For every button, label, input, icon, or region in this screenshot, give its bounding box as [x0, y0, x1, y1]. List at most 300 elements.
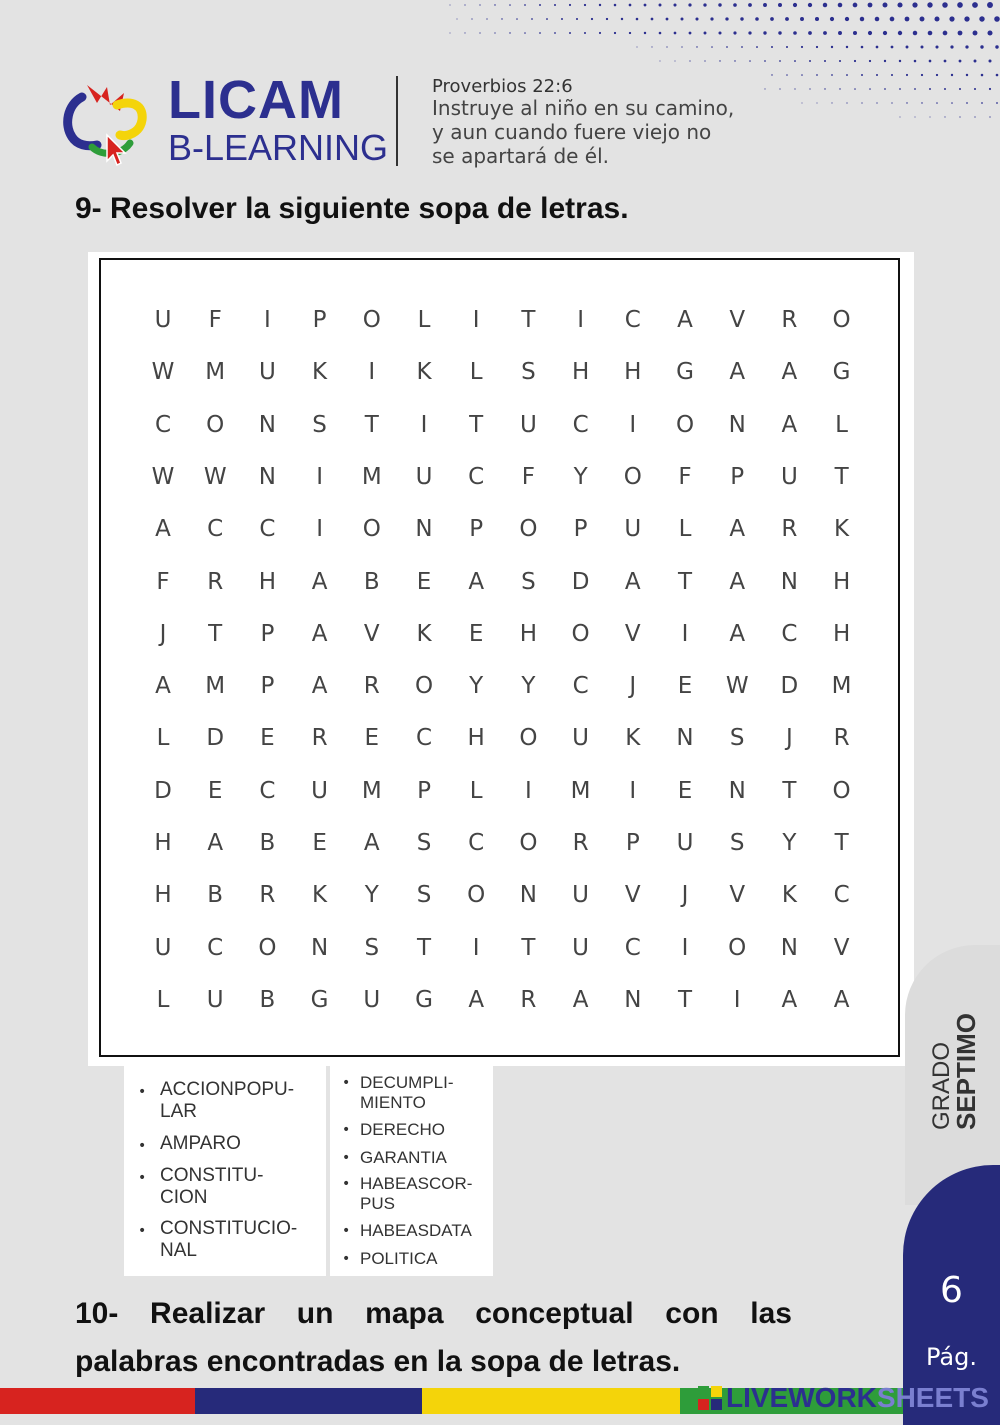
wordsearch-letter[interactable]: R	[520, 986, 537, 1013]
wordsearch-letter[interactable]: H	[832, 620, 851, 647]
wordsearch-letter[interactable]: I	[681, 934, 689, 961]
wordsearch-letter[interactable]: I	[577, 307, 584, 333]
wordsearch-letter[interactable]: R	[781, 516, 798, 543]
wordsearch-letter[interactable]: C	[572, 411, 589, 438]
decoration-dot	[935, 45, 938, 48]
decoration-dot	[703, 3, 706, 6]
decoration-dot	[771, 74, 772, 75]
wordsearch-letter[interactable]: H	[519, 620, 538, 647]
wordsearch-letter[interactable]: U	[519, 411, 537, 438]
wordsearch-letter[interactable]: Y	[364, 882, 379, 909]
wordsearch-letter[interactable]: E	[677, 777, 693, 804]
wordsearch-letter[interactable]: J	[681, 882, 689, 909]
wordsearch-letter[interactable]: L	[156, 725, 170, 752]
decoration-dot	[659, 60, 660, 61]
wordsearch-letter[interactable]: A	[624, 568, 641, 595]
decoration-dot	[808, 3, 812, 7]
wordsearch-letter[interactable]: N	[780, 568, 798, 595]
wordsearch-letter[interactable]: A	[781, 986, 798, 1013]
wordsearch-letter[interactable]: K	[781, 882, 797, 909]
wordsearch-letter[interactable]: E	[468, 620, 484, 647]
decoration-dot	[801, 46, 803, 48]
licam-logo-icon	[62, 75, 162, 170]
wordsearch-letter[interactable]: A	[729, 516, 746, 543]
wordsearch-letter[interactable]: J	[785, 725, 793, 752]
decoration-dot	[854, 60, 856, 62]
wordsearch-letter[interactable]: Y	[573, 463, 588, 490]
wordsearch-letter[interactable]: V	[729, 307, 746, 333]
wordsearch-letter[interactable]: A	[155, 516, 171, 543]
wordsearch-letter[interactable]: E	[312, 830, 327, 856]
wordsearch-letter[interactable]: V	[624, 882, 641, 909]
wordsearch-letter[interactable]: T	[521, 307, 536, 333]
decoration-dot	[890, 17, 895, 22]
wordsearch-letter[interactable]: C	[259, 516, 276, 543]
decoration-dot	[876, 74, 878, 76]
wordsearch-letter[interactable]: N	[728, 777, 746, 804]
wordsearch-letter[interactable]: H	[832, 568, 851, 595]
wordsearch-letter[interactable]: R	[259, 882, 276, 909]
decoration-dot	[756, 46, 758, 48]
wordsearch-letter[interactable]: U	[311, 777, 329, 804]
wordsearch-letter[interactable]: U	[206, 986, 224, 1013]
decoration-dot	[846, 74, 848, 76]
decoration-dot	[591, 18, 593, 20]
decoration-dot	[934, 16, 939, 21]
wordsearch-letter[interactable]: J	[159, 620, 167, 647]
wordsearch-letter[interactable]: T	[521, 934, 536, 961]
verse-reference: Proverbios 22:6	[432, 76, 573, 97]
wordsearch-letter[interactable]: E	[677, 673, 693, 700]
wordsearch-letter[interactable]: A	[677, 307, 693, 333]
wordsearch-letter[interactable]: U	[154, 934, 172, 961]
decoration-dot	[779, 88, 780, 89]
wordsearch-letter[interactable]: Y	[521, 673, 536, 700]
decoration-dot	[861, 102, 862, 103]
decoration-dot	[838, 31, 842, 35]
decoration-dot	[576, 18, 578, 20]
wordsearch-letter[interactable]: I	[681, 620, 689, 647]
wordsearch-letter[interactable]: S	[364, 934, 380, 961]
decoration-dot	[644, 32, 646, 34]
wordsearch-letter[interactable]: C	[468, 830, 485, 856]
wordsearch-letter[interactable]: N	[258, 411, 276, 438]
decoration-dot	[929, 88, 931, 90]
decoration-dot	[861, 46, 864, 49]
wordsearch-letter[interactable]: U	[363, 986, 381, 1013]
page-label: Pág.	[926, 1343, 977, 1371]
decoration-dot	[905, 17, 910, 22]
wordsearch-letter[interactable]: G	[676, 359, 694, 386]
decoration-dot	[681, 18, 684, 21]
decoration-dot	[786, 46, 788, 48]
decoration-dot	[494, 4, 495, 5]
wordsearch-letter[interactable]: P	[260, 673, 275, 700]
wordsearch-letter[interactable]: J	[629, 673, 637, 700]
wordsearch-letter[interactable]: O	[206, 411, 225, 438]
wordsearch-letter[interactable]: I	[316, 516, 323, 543]
wordsearch-letter[interactable]: I	[263, 307, 271, 333]
wordsearch-letter[interactable]: S	[416, 882, 432, 909]
wordsearch-letter[interactable]: K	[625, 725, 641, 752]
wordsearch-letter[interactable]: U	[572, 934, 590, 961]
wordsearch-letter[interactable]: S	[521, 359, 536, 386]
decoration-dot	[696, 46, 697, 47]
wordsearch-letter[interactable]: K	[416, 620, 432, 647]
wordsearch-letter[interactable]: I	[629, 411, 637, 438]
wordsearch-letter[interactable]: C	[624, 307, 641, 333]
decoration-dot	[673, 3, 676, 6]
decoration-dot	[644, 4, 647, 7]
wordsearch-letter[interactable]: O	[519, 830, 538, 856]
wordsearch-letter[interactable]: N	[519, 882, 537, 909]
wordsearch-letter[interactable]: K	[312, 359, 328, 386]
decoration-dot	[959, 116, 960, 117]
decoration-dot	[479, 32, 480, 33]
wordsearch-letter[interactable]: T	[834, 463, 849, 490]
decoration-dot	[891, 74, 893, 76]
decoration-dot	[959, 60, 962, 63]
decoration-dot	[949, 16, 954, 21]
decoration-dot	[996, 74, 999, 77]
decoration-dot	[614, 32, 616, 34]
wordsearch-letter[interactable]: A	[729, 620, 746, 647]
decoration-dot	[868, 31, 872, 35]
wordsearch-letter[interactable]: C	[833, 882, 850, 909]
wordsearch-letter[interactable]: I	[368, 359, 376, 386]
decoration-dot	[748, 3, 752, 7]
wordsearch-letter[interactable]: R	[311, 725, 328, 752]
wordsearch-letter[interactable]: L	[469, 777, 483, 804]
wordsearch-letter[interactable]: O	[362, 516, 381, 543]
wordsearch-letter[interactable]: S	[729, 725, 745, 752]
decoration-dot	[793, 31, 797, 35]
wordsearch-letter[interactable]: I	[316, 463, 323, 490]
wordsearch-letter[interactable]: T	[677, 568, 693, 595]
wordsearch-letter[interactable]: U	[572, 725, 590, 752]
decoration-dot	[906, 102, 907, 103]
wordsearch-letter[interactable]: I	[420, 411, 428, 438]
decoration-dot	[823, 31, 827, 35]
grade-label	[928, 1012, 981, 1130]
decoration-dot	[824, 60, 826, 62]
wordsearch-letter[interactable]: N	[415, 516, 433, 543]
wordsearch-letter[interactable]: T	[469, 411, 484, 438]
wordsearch-letter[interactable]: M	[831, 673, 852, 700]
wordsearch-letter[interactable]: W	[151, 463, 175, 490]
decoration-dot	[974, 88, 976, 90]
decoration-dot	[674, 60, 675, 61]
decoration-dot	[725, 17, 728, 20]
wordsearch-letter[interactable]: F	[156, 568, 170, 595]
decoration-dot	[755, 17, 759, 21]
decoration-dot	[914, 116, 915, 117]
wordsearch-letter[interactable]: A	[572, 986, 589, 1013]
wordsearch-letter[interactable]: E	[416, 568, 432, 595]
wordsearch-letter[interactable]: A	[207, 830, 224, 856]
decoration-dot	[914, 88, 916, 90]
bullet-icon: •	[342, 1075, 351, 1091]
bullet-icon: •	[342, 1150, 351, 1166]
wordsearch-letter[interactable]: D	[154, 777, 172, 804]
wordsearch-letter[interactable]: L	[469, 359, 483, 386]
wordsearch-letter[interactable]: G	[310, 986, 329, 1013]
decoration-dot	[524, 32, 526, 34]
wordsearch-letter[interactable]: M	[361, 463, 382, 490]
verse-line: y aun cuando fuere viejo no	[432, 120, 712, 144]
decoration-dot	[966, 74, 968, 76]
wordsearch-letter[interactable]: U	[780, 463, 798, 490]
decoration-dot	[957, 2, 963, 8]
wordsearch-letter[interactable]: O	[832, 777, 851, 804]
wordsearch-letter[interactable]: T	[782, 777, 797, 804]
decoration-dot	[989, 88, 991, 90]
wordsearch-letter[interactable]: T	[364, 411, 379, 438]
decoration-dot	[860, 17, 864, 21]
wordsearch-letter[interactable]: P	[312, 307, 327, 333]
word-list-item: POLITICA	[360, 1249, 438, 1268]
wordsearch-letter[interactable]: T	[208, 620, 223, 647]
wordsearch-letter[interactable]: O	[258, 934, 277, 961]
decoration-dot	[936, 74, 938, 76]
wordsearch-letter[interactable]: S	[416, 830, 432, 856]
decoration-dot	[599, 4, 601, 6]
wordsearch-letter[interactable]: H	[154, 882, 172, 909]
bullet-icon: •	[138, 1223, 147, 1239]
question-10-line: 10- Realizar un mapa conceptual con las	[75, 1297, 792, 1330]
wordsearch-letter[interactable]: O	[675, 411, 695, 438]
wordsearch-letter[interactable]: E	[207, 777, 223, 804]
wordsearch-letter[interactable]: A	[833, 986, 850, 1013]
wordsearch-letter[interactable]: A	[781, 359, 798, 386]
wordsearch-letter[interactable]: C	[572, 673, 589, 700]
decoration-dot	[973, 31, 978, 36]
wordsearch-letter[interactable]: M	[570, 777, 591, 804]
wordsearch-letter[interactable]: A	[729, 568, 746, 595]
wordsearch-letter[interactable]: I	[472, 934, 480, 961]
word-list-item: DERECHO	[360, 1120, 446, 1139]
wordsearch-letter[interactable]: C	[207, 934, 224, 961]
wordsearch-letter[interactable]: F	[678, 463, 692, 490]
decoration-dot	[891, 102, 892, 103]
wordsearch-letter[interactable]: K	[312, 882, 328, 909]
wordsearch-letter[interactable]: U	[258, 359, 276, 386]
decoration-dot	[718, 3, 721, 6]
wordsearch-letter[interactable]: A	[729, 359, 746, 386]
wordsearch-letter[interactable]: M	[205, 673, 226, 700]
wordsearch-letter[interactable]: K	[416, 359, 432, 386]
decoration-dot	[928, 31, 933, 36]
wordsearch-letter[interactable]: V	[363, 620, 380, 647]
wordsearch-letter[interactable]: C	[207, 516, 224, 543]
wordsearch-letter[interactable]: A	[311, 673, 328, 700]
decoration-dot	[704, 60, 705, 61]
wordsearch-letter[interactable]: O	[571, 620, 590, 647]
wordsearch-letter[interactable]: L	[156, 986, 170, 1013]
wordsearch-letter[interactable]: O	[362, 307, 381, 333]
wordsearch-letter[interactable]: K	[834, 516, 850, 543]
wordsearch-letter[interactable]: O	[728, 934, 747, 961]
decoration-dot	[921, 74, 923, 76]
wordsearch-letter[interactable]: F	[521, 463, 535, 490]
wordsearch-letter[interactable]: U	[572, 882, 590, 909]
wordsearch-grid	[99, 258, 900, 1057]
wordsearch-letter[interactable]: N	[780, 934, 798, 961]
wordsearch-letter[interactable]: P	[730, 463, 745, 490]
decoration-dot	[719, 60, 720, 61]
wordsearch-letter[interactable]: A	[311, 568, 328, 595]
wordsearch-letter[interactable]: C	[781, 620, 798, 647]
wordsearch-letter[interactable]: B	[259, 830, 276, 856]
wordsearch-letter[interactable]: M	[205, 359, 226, 386]
wordsearch-letter[interactable]: I	[524, 777, 532, 804]
wordsearch-letter[interactable]: T	[416, 934, 432, 961]
wordsearch-letter[interactable]: O	[623, 463, 642, 490]
wordsearch-letter[interactable]: O	[414, 673, 434, 700]
wordsearch-letter[interactable]: H	[467, 725, 485, 752]
decoration-dot	[824, 88, 825, 89]
wordsearch-letter[interactable]: S	[312, 411, 327, 438]
wordsearch-letter[interactable]: N	[676, 725, 694, 752]
wordsearch-letter[interactable]: W	[151, 359, 175, 386]
wordsearch-letter[interactable]: C	[154, 411, 172, 438]
decoration-dot	[770, 17, 774, 21]
decoration-dot	[950, 45, 953, 48]
wordsearch-letter[interactable]: N	[728, 411, 746, 438]
decoration-dot	[951, 102, 953, 104]
wordsearch-letter[interactable]: P	[260, 620, 275, 647]
wordsearch-letter[interactable]: F	[208, 307, 222, 333]
wordsearch-letter[interactable]: H	[571, 359, 590, 386]
wordsearch-letter[interactable]: S	[521, 568, 536, 595]
wordsearch-letter[interactable]: E	[260, 725, 275, 752]
wordsearch-letter[interactable]: V	[729, 882, 746, 909]
decoration-dot	[899, 116, 900, 117]
wordsearch-letter[interactable]: G	[832, 359, 851, 386]
decoration-dot	[621, 18, 623, 20]
wordsearch-letter[interactable]: U	[154, 307, 172, 333]
bullet-icon: •	[342, 1176, 351, 1192]
wordsearch-letter[interactable]: P	[417, 777, 431, 804]
decoration-dot	[996, 102, 998, 104]
wordsearch-letter[interactable]: H	[258, 568, 277, 595]
wordsearch-letter[interactable]: U	[415, 463, 433, 490]
wordsearch-letter[interactable]: U	[676, 830, 694, 856]
decoration-dot	[987, 30, 992, 35]
wordsearch-letter[interactable]: W	[725, 673, 749, 700]
wordsearch-letter[interactable]: M	[361, 777, 382, 804]
wordsearch-letter[interactable]: C	[468, 463, 485, 490]
wordsearch-letter[interactable]: W	[203, 463, 227, 490]
wordsearch-letter[interactable]: N	[310, 934, 329, 961]
wordsearch-letter[interactable]: O	[519, 516, 538, 543]
wordsearch-letter[interactable]: A	[468, 568, 485, 595]
wordsearch-letter[interactable]: D	[780, 673, 799, 700]
wordsearch-letter[interactable]: R	[833, 725, 850, 752]
wordsearch-letter[interactable]: O	[519, 725, 538, 752]
wordsearch-letter[interactable]: I	[733, 986, 741, 1013]
decoration-dot	[749, 60, 751, 62]
word-list-item: NAL	[160, 1240, 197, 1261]
page-number: 6	[940, 1270, 963, 1311]
decoration-dot	[659, 4, 662, 7]
wordsearch-letter[interactable]: E	[364, 725, 380, 752]
wordsearch-letter[interactable]: Y	[782, 830, 797, 856]
wordsearch-letter[interactable]: R	[781, 307, 798, 333]
wordsearch-letter[interactable]: L	[417, 307, 431, 333]
wordsearch-letter[interactable]: B	[259, 986, 276, 1013]
wordsearch-letter[interactable]: A	[468, 986, 485, 1013]
decoration-dot	[808, 31, 812, 35]
decoration-dot	[569, 32, 571, 34]
wordsearch-letter[interactable]: C	[259, 777, 276, 804]
decoration-dot	[830, 17, 834, 21]
wordsearch-letter[interactable]: V	[833, 934, 850, 961]
decoration-dot	[897, 2, 902, 7]
wordsearch-letter[interactable]: V	[624, 620, 641, 647]
wordsearch-letter[interactable]: T	[677, 986, 693, 1013]
decoration-dot	[906, 46, 909, 49]
decoration-dot	[816, 74, 818, 76]
wordsearch-letter[interactable]: A	[781, 411, 798, 438]
decoration-dot	[913, 31, 918, 36]
wordsearch-letter[interactable]: P	[625, 830, 640, 856]
decoration-dot	[674, 32, 677, 35]
wordsearch-letter[interactable]: N	[258, 463, 276, 490]
decoration-dot	[741, 46, 743, 48]
wordsearch-letter[interactable]: P	[469, 516, 484, 543]
wordsearch-letter[interactable]: A	[155, 673, 171, 700]
decoration-dot	[539, 32, 541, 34]
wordsearch-letter[interactable]: C	[624, 934, 641, 961]
decoration-dot	[944, 60, 947, 63]
wordsearch-letter[interactable]: R	[363, 673, 380, 700]
decoration-dot	[584, 32, 586, 34]
grade-label-text: GRADO	[928, 1041, 955, 1130]
wordsearch-letter[interactable]: G	[415, 986, 433, 1013]
wordsearch-letter[interactable]: H	[154, 830, 172, 856]
wordsearch-letter[interactable]: T	[834, 830, 849, 856]
wordsearch-letter[interactable]: D	[571, 568, 590, 595]
decoration-dot	[883, 31, 887, 35]
wordsearch-letter[interactable]: L	[678, 516, 692, 543]
wordsearch-letter[interactable]: L	[835, 411, 848, 438]
wordsearch-letter[interactable]: B	[207, 882, 224, 909]
wordsearch-letter[interactable]: D	[206, 725, 225, 752]
wordsearch-letter[interactable]: A	[311, 620, 328, 647]
wordsearch-letter[interactable]: I	[472, 307, 480, 333]
wordsearch-letter[interactable]: A	[363, 830, 380, 856]
header-divider	[396, 76, 398, 166]
wordsearch-letter[interactable]: S	[729, 830, 745, 856]
wordsearch-letter[interactable]: U	[624, 516, 642, 543]
decoration-dot	[456, 18, 457, 19]
bullet-icon: •	[342, 1251, 351, 1267]
wordsearch-letter[interactable]: Y	[469, 673, 484, 700]
wordsearch-letter[interactable]: R	[207, 568, 224, 595]
wordsearch-letter[interactable]: P	[573, 516, 588, 543]
wordsearch-letter[interactable]: R	[572, 830, 589, 856]
wordsearch-letter[interactable]: B	[363, 568, 380, 595]
wordsearch-letter[interactable]: N	[624, 986, 642, 1013]
wordsearch-letter[interactable]: O	[467, 882, 486, 909]
wordsearch-letter[interactable]: H	[624, 359, 642, 386]
decoration-dot	[831, 102, 832, 103]
decoration-dot	[979, 16, 984, 21]
wordsearch-letter[interactable]: I	[629, 777, 637, 804]
wordsearch-letter[interactable]: C	[415, 725, 433, 752]
wordsearch-letter[interactable]: O	[832, 307, 851, 333]
